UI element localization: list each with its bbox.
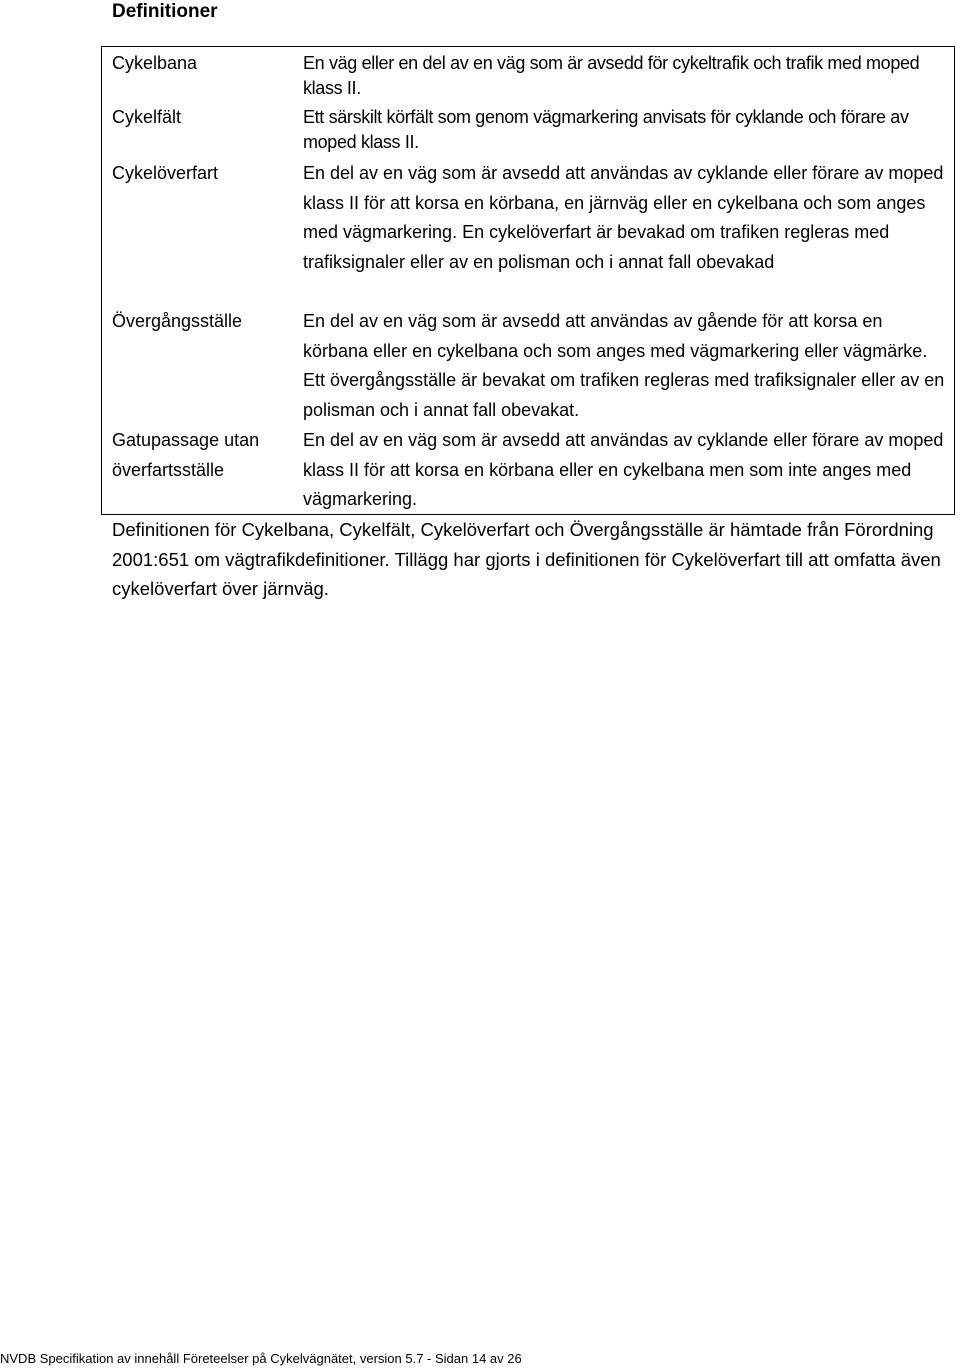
source-note: Definitionen för Cykelbana, Cykelfält, Cykelöverfart och Övergångsställe är hämtade från Förordning 2001:651 om vägtrafikdefinitioner. Tillägg har gjorts i definitionen för Cykelöverfart till att omfatta även cykelöverfart över järnväg. — [112, 519, 941, 599]
description-gatupassage: En del av en väg som är avsedd att användas av cyklande eller förare av moped klass II för att korsa en körbana eller en cykelbana men som inte anges med vägmarkering. — [303, 430, 944, 509]
section-heading: Definitioner — [112, 1, 218, 22]
term-cykeloverfart: Cykelöverfart — [112, 163, 219, 183]
term-cykelfalt: Cykelfält — [112, 107, 182, 127]
term-cykelbana: Cykelbana — [112, 53, 198, 73]
description-cykelbana: En väg eller en del av en väg som är avsedd för cykeltrafik och trafik med moped klass II. — [303, 53, 920, 98]
description-overgangsstalle: En del av en väg som är avsedd att användas av gående för att korsa en körbana eller en cykelbana och som anges med vägmarkering eller vägmärke. Ett övergångsställe är bevakat om trafiken regleras med trafiksignaler eller av en polisman och i annat fall obevakat. — [303, 311, 945, 420]
description-cykeloverfart: En del av en väg som är avsedd att användas av cyklande eller förare av moped klass II för att korsa en körbana, en järnväg eller en cykelbana och som anges med vägmarkering. En cykelöverfart är bevakad om trafiken regleras med trafiksignaler eller av en polisman och i annat fall obevakad — [303, 163, 944, 272]
description-cykelfalt: Ett särskilt körfält som genom vägmarkering anvisats för cyklande och förare av moped klass II. — [303, 107, 909, 152]
term-overgangsstalle: Övergångsställe — [112, 311, 243, 331]
term-gatupassage: Gatupassage utan överfartsställe — [112, 430, 260, 480]
page-footer: NVDB Specifikation av innehåll Företeelser på Cykelvägnätet, version 5.7 - Sidan 14 av 26 — [0, 1351, 522, 1366]
